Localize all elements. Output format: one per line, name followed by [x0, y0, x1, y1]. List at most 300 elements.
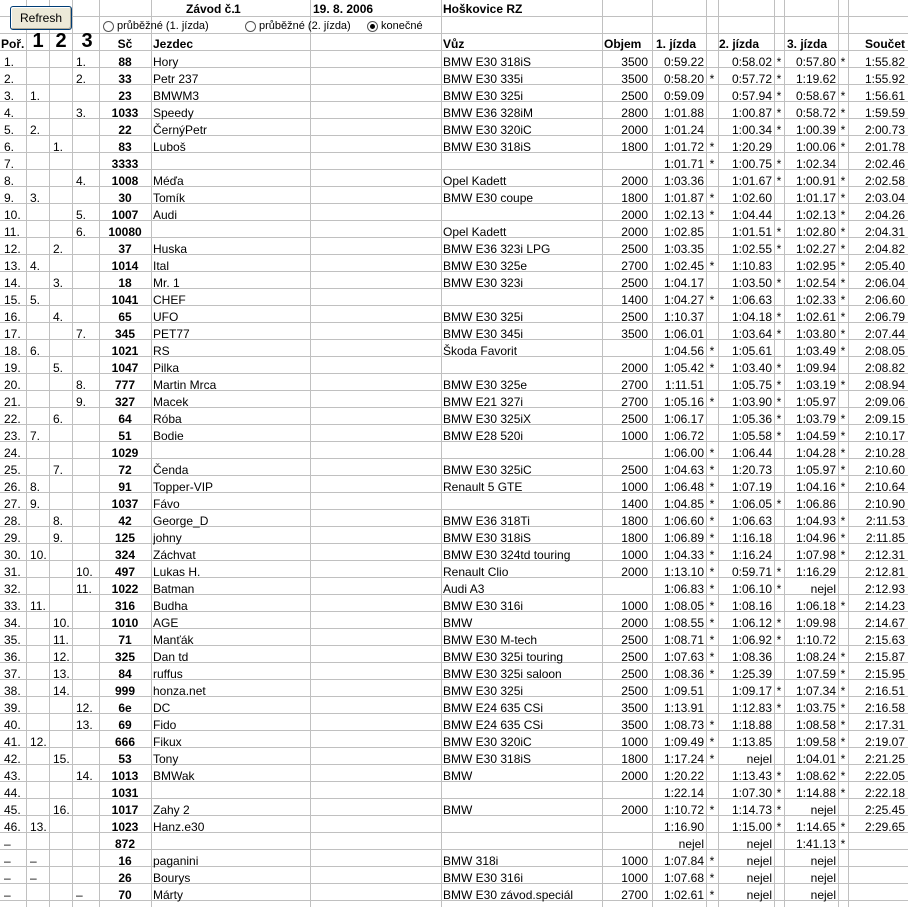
- cell-run3: 0:58.67: [795, 89, 836, 103]
- cell-run3-mark: *: [840, 208, 846, 222]
- cell-run3-mark: [838, 870, 848, 887]
- cell-position: 20.: [4, 378, 21, 392]
- cell-position: 7.: [4, 157, 15, 171]
- cell-class-1: –: [30, 871, 37, 885]
- cell-run1-mark: *: [709, 344, 715, 358]
- cell-position: 8.: [4, 174, 15, 188]
- cell-class-2: [53, 887, 72, 904]
- cell-class-1: [30, 632, 49, 649]
- cell-run2: 1:20.73: [731, 463, 772, 477]
- cell-position: 12.: [4, 242, 21, 256]
- cell-run1-mark: [706, 326, 718, 343]
- cell-total: 2:00.73: [864, 123, 905, 137]
- cell-run1-mark: [706, 241, 718, 258]
- cell-run1-mark: *: [709, 888, 715, 902]
- cell-total: 2:15.87: [864, 650, 905, 664]
- cell-class-1: [30, 649, 49, 666]
- cell-run1: 1:05.42: [663, 361, 704, 375]
- cell-driver: Ital: [153, 259, 170, 273]
- cell-position: 46.: [4, 820, 21, 834]
- cell-start-number: 324: [114, 548, 136, 562]
- cell-run2: 0:57.72: [731, 72, 772, 86]
- cell-class-1: 2.: [30, 123, 41, 137]
- cell-position: 40.: [4, 718, 21, 732]
- cell-run2-mark: *: [776, 684, 782, 698]
- cell-class-1: [30, 241, 49, 258]
- cell-run3-mark: *: [840, 752, 846, 766]
- cell-run2: 1:06.10: [731, 582, 772, 596]
- cell-run1-mark: *: [709, 72, 715, 86]
- cell-position: 19.: [4, 361, 21, 375]
- cell-run3-mark: [838, 615, 848, 632]
- cell-class-3: [76, 139, 99, 156]
- cell-class-1: 10.: [30, 548, 47, 562]
- cell-car: BMW E30 závod.speciál: [443, 888, 574, 902]
- cell-run1-mark: *: [709, 259, 715, 273]
- grid-vertical-line: [49, 0, 50, 907]
- cell-run3: 1:01.17: [795, 191, 836, 205]
- cell-run1: 1:03.36: [663, 174, 704, 188]
- cell-run3-mark: *: [840, 344, 846, 358]
- cell-total: 2:22.05: [864, 769, 905, 783]
- cell-class-2: [53, 496, 72, 513]
- cell-class-2: [53, 343, 72, 360]
- header-car: Vůz: [443, 37, 465, 51]
- cell-volume: 1800: [621, 752, 648, 766]
- cell-run1-mark: *: [709, 395, 715, 409]
- cell-run1-mark: *: [709, 514, 715, 528]
- cell-driver: Budha: [153, 599, 188, 613]
- cell-class-3: [76, 751, 99, 768]
- cell-car: Audi A3: [443, 582, 485, 596]
- cell-volume: 2700: [621, 259, 648, 273]
- cell-class-2: [53, 819, 72, 836]
- cell-class-2: 9.: [53, 531, 64, 545]
- cell-run2: 1:01.51: [731, 225, 772, 239]
- cell-run2-mark: *: [776, 701, 782, 715]
- cell-car: BMW: [443, 616, 473, 630]
- cell-class-2: [53, 105, 72, 122]
- cell-car: BMW E30 325e: [443, 259, 528, 273]
- cell-total: 2:06.60: [864, 293, 905, 307]
- cell-position: 3.: [4, 89, 15, 103]
- cell-run1-mark: [706, 785, 718, 802]
- cell-run1: 1:06.60: [663, 514, 704, 528]
- cell-class-2: 8.: [53, 514, 64, 528]
- cell-run1: 1:13.91: [663, 701, 704, 715]
- cell-class-3: [76, 530, 99, 547]
- cell-run2: 1:03.50: [731, 276, 772, 290]
- cell-car: BMW E30 318iS: [443, 55, 532, 69]
- cell-run2-mark: *: [776, 633, 782, 647]
- cell-volume: 2000: [621, 565, 648, 579]
- cell-driver: Fávo: [153, 497, 180, 511]
- cell-driver: Méďa: [153, 174, 184, 188]
- cell-volume: 2500: [621, 242, 648, 256]
- cell-class-2: [53, 394, 72, 411]
- cell-total: 2:09.15: [864, 412, 905, 426]
- cell-car: Renault Clio: [443, 565, 509, 579]
- cell-run3-mark: *: [840, 123, 846, 137]
- cell-run3-mark: *: [840, 480, 846, 494]
- cell-driver: Bourys: [153, 871, 191, 885]
- cell-class-1: [30, 275, 49, 292]
- cell-run3-mark: [838, 496, 848, 513]
- cell-run3: 1:07.98: [795, 548, 836, 562]
- cell-total: 2:10.28: [864, 446, 905, 460]
- cell-class-2: [53, 173, 72, 190]
- cell-class-2: 6.: [53, 412, 64, 426]
- cell-run2: 1:06.63: [731, 293, 772, 307]
- cell-car: Renault 5 GTE: [443, 480, 523, 494]
- cell-run1: 1:08.05: [663, 599, 704, 613]
- cell-start-number: 65: [118, 310, 132, 324]
- cell-class-1: [30, 360, 49, 377]
- cell-car: [443, 360, 600, 377]
- cell-car: BMW E30 323i: [443, 276, 524, 290]
- cell-run1: 1:01.24: [663, 123, 704, 137]
- cell-class-1: [30, 530, 49, 547]
- cell-run2: 1:06.05: [731, 497, 772, 511]
- cell-total: 2:06.79: [864, 310, 905, 324]
- cell-volume: 2000: [621, 769, 648, 783]
- cell-run1: 1:03.35: [663, 242, 704, 256]
- cell-run1-mark: [706, 683, 718, 700]
- cell-position: 15.: [4, 293, 21, 307]
- cell-volume: 2800: [621, 106, 648, 120]
- cell-position: 27.: [4, 497, 21, 511]
- cell-total: 2:08.82: [864, 361, 905, 375]
- cell-run2-mark: [774, 343, 784, 360]
- cell-run3: 1:10.72: [795, 633, 836, 647]
- cell-driver: RS: [153, 344, 170, 358]
- cell-volume: 1000: [621, 429, 648, 443]
- cell-class-2: 12.: [53, 650, 70, 664]
- cell-volume: 3500: [621, 701, 648, 715]
- cell-run3-mark: [838, 887, 848, 904]
- cell-class-2: [53, 734, 72, 751]
- cell-start-number: 1008: [111, 174, 139, 188]
- cell-class-1: [30, 717, 49, 734]
- cell-run3: 1:04.28: [795, 446, 836, 460]
- cell-class-3: 4.: [76, 174, 87, 188]
- cell-run3-mark: *: [840, 837, 846, 851]
- cell-run3-mark: [838, 853, 848, 870]
- cell-car: BMW E30 325iC: [443, 463, 532, 477]
- cell-driver: DC: [153, 701, 171, 715]
- radio-progress-run2[interactable]: [245, 18, 351, 35]
- cell-run1: 1:06.83: [663, 582, 704, 596]
- cell-run2: 1:07.19: [731, 480, 772, 494]
- cell-run2: nejel: [746, 752, 772, 766]
- race-label: Závod č.: [186, 2, 235, 16]
- cell-run3: 1:02.80: [795, 225, 836, 239]
- cell-run2: 1:08.16: [731, 599, 772, 613]
- cell-class-1: 11.: [30, 599, 46, 613]
- cell-driver: Tony: [153, 752, 179, 766]
- radio-button-icon[interactable]: [245, 21, 256, 32]
- cell-run2: 1:00.87: [731, 106, 772, 120]
- cell-run2: 1:14.73: [731, 803, 772, 817]
- cell-position: –: [4, 854, 11, 868]
- cell-run3: 1:02.33: [795, 293, 836, 307]
- cell-class-2: [53, 700, 72, 717]
- cell-total: 2:12.81: [864, 565, 905, 579]
- cell-total: 2:14.67: [864, 616, 905, 630]
- cell-position: 4.: [4, 106, 15, 120]
- cell-run1-mark: *: [709, 735, 715, 749]
- cell-class-1: 6.: [30, 344, 41, 358]
- cell-class-3: 8.: [76, 378, 87, 392]
- cell-run1: 0:59.22: [663, 55, 704, 69]
- cell-driver: [153, 224, 308, 241]
- cell-run3-mark: *: [840, 820, 846, 834]
- cell-volume: 1000: [621, 854, 648, 868]
- cell-total: 2:12.93: [864, 582, 905, 596]
- cell-volume: 1800: [621, 531, 648, 545]
- cell-position: 43.: [4, 769, 21, 783]
- cell-start-number: 345: [114, 327, 136, 341]
- cell-run2-mark: [774, 751, 784, 768]
- cell-volume: 2500: [621, 310, 648, 324]
- cell-run1-mark: [706, 224, 718, 241]
- cell-position: 25.: [4, 463, 21, 477]
- cell-start-number: 6e: [118, 701, 132, 715]
- cell-run3: 0:58.72: [795, 106, 836, 120]
- cell-run3: 1:03.19: [795, 378, 836, 392]
- cell-run2: 1:13.85: [731, 735, 772, 749]
- cell-total: 1:56.61: [864, 89, 905, 103]
- cell-run1-mark: *: [709, 157, 715, 171]
- cell-driver: UFO: [153, 310, 179, 324]
- cell-class-3: 14.: [76, 769, 93, 783]
- cell-class-3: [76, 870, 99, 887]
- cell-run3: 1:04.96: [795, 531, 836, 545]
- cell-run3: 1:04.59: [795, 429, 836, 443]
- cell-run1-mark: *: [709, 803, 715, 817]
- cell-run1: 1:09.51: [663, 684, 704, 698]
- cell-run1-mark: [706, 88, 718, 105]
- radio-progress-run1[interactable]: [103, 18, 209, 35]
- cell-class-3: [76, 615, 99, 632]
- cell-class-1: [30, 683, 49, 700]
- cell-total: 2:12.31: [864, 548, 905, 562]
- cell-run3-mark: *: [840, 259, 846, 273]
- cell-start-number: 1017: [111, 803, 139, 817]
- cell-class-3: [76, 275, 99, 292]
- cell-class-2: [53, 88, 72, 105]
- cell-run1: 1:04.17: [663, 276, 704, 290]
- cell-start-number: 497: [114, 565, 136, 579]
- cell-run2-mark: *: [776, 565, 782, 579]
- cell-class-3: [76, 343, 99, 360]
- cell-run3: nejel: [810, 871, 836, 885]
- cell-class-3: [76, 853, 99, 870]
- cell-position: 26.: [4, 480, 21, 494]
- radio-button-selected-icon[interactable]: [367, 21, 378, 32]
- header-run1: 1. jízda: [656, 37, 697, 51]
- cell-position: 17.: [4, 327, 21, 341]
- cell-class-2: [53, 54, 72, 71]
- cell-run1-mark: *: [709, 854, 715, 868]
- cell-car: [443, 785, 600, 802]
- cell-run3: 1:05.97: [795, 395, 836, 409]
- cell-driver: ruffus: [153, 667, 183, 681]
- cell-class-2: [53, 598, 72, 615]
- cell-run2: 1:13.43: [731, 769, 772, 783]
- cell-run2: 1:00.34: [731, 123, 772, 137]
- cell-run2-mark: *: [776, 89, 782, 103]
- cell-run2: 1:25.39: [731, 667, 772, 681]
- cell-driver: Lukas H.: [153, 565, 201, 579]
- cell-class-3: [76, 88, 99, 105]
- cell-start-number: 1023: [111, 820, 139, 834]
- cell-run3-mark: *: [840, 599, 846, 613]
- cell-run3: 1:05.97: [795, 463, 836, 477]
- cell-run3-mark: *: [840, 463, 846, 477]
- cell-run3: 1:00.06: [795, 140, 836, 154]
- cell-class-1: [30, 224, 49, 241]
- cell-run1-mark: [706, 173, 718, 190]
- cell-run2: 1:06.92: [731, 633, 772, 647]
- cell-run2-mark: [774, 870, 784, 887]
- cell-start-number: 51: [118, 429, 132, 443]
- cell-run2: 1:03.40: [731, 361, 772, 375]
- cell-run2-mark: *: [776, 395, 782, 409]
- cell-run1: 1:02.13: [663, 208, 704, 222]
- cell-volume: 3500: [621, 72, 648, 86]
- cell-position: 6.: [4, 140, 15, 154]
- cell-volume: 2500: [621, 463, 648, 477]
- cell-driver: Tomík: [153, 191, 186, 205]
- cell-run2-mark: [774, 598, 784, 615]
- cell-start-number: 1014: [111, 259, 139, 273]
- cell-run1-mark: *: [709, 871, 715, 885]
- grid-vertical-line: [26, 0, 27, 907]
- cell-volume: 3500: [621, 55, 648, 69]
- cell-run2: 1:15.00: [731, 820, 772, 834]
- cell-run3-mark: *: [840, 310, 846, 324]
- header-class-2: 2: [55, 30, 67, 52]
- cell-run2: 1:06.12: [731, 616, 772, 630]
- cell-class-3: [76, 122, 99, 139]
- cell-class-2: 5.: [53, 361, 64, 375]
- cell-start-number: 999: [114, 684, 136, 698]
- cell-volume: 2000: [621, 803, 648, 817]
- cell-start-number: 88: [118, 55, 132, 69]
- cell-run3: 1:02.95: [795, 259, 836, 273]
- cell-run2: 1:00.75: [731, 157, 772, 171]
- cell-total: 2:14.23: [864, 599, 905, 613]
- cell-run1-mark: [706, 700, 718, 717]
- cell-car: [443, 819, 600, 836]
- radio-label: průběžné (2. jízda): [259, 20, 351, 32]
- cell-driver: CHEF: [153, 293, 186, 307]
- cell-run3: 1:04.16: [795, 480, 836, 494]
- cell-run3: 1:07.34: [795, 684, 836, 698]
- cell-start-number: 91: [118, 480, 132, 494]
- cell-position: 21.: [4, 395, 21, 409]
- cell-run2-mark: *: [776, 769, 782, 783]
- cell-run2-mark: [774, 666, 784, 683]
- cell-class-2: [53, 836, 72, 853]
- cell-run1: 1:04.56: [663, 344, 704, 358]
- cell-class-3: 7.: [76, 327, 87, 341]
- cell-run3-mark: *: [840, 191, 846, 205]
- cell-class-2: [53, 768, 72, 785]
- cell-car: BMW E30 M-tech: [443, 633, 538, 647]
- cell-class-3: 10.: [76, 565, 93, 579]
- cell-run1: 1:04.85: [663, 497, 704, 511]
- cell-position: 36.: [4, 650, 21, 664]
- cell-volume: [603, 836, 648, 853]
- cell-run1: 1:22.14: [663, 786, 704, 800]
- cell-class-1: –: [30, 854, 37, 868]
- cell-total: 2:04.26: [864, 208, 905, 222]
- cell-run2: 1:02.60: [731, 191, 772, 205]
- cell-run2: 1:10.83: [731, 259, 772, 273]
- cell-class-1: [30, 411, 49, 428]
- cell-class-1: 13.: [30, 820, 47, 834]
- cell-run2: 1:03.90: [731, 395, 772, 409]
- cell-run3: nejel: [810, 803, 836, 817]
- cell-start-number: 1037: [111, 497, 139, 511]
- cell-driver: ČernýPetr: [153, 123, 208, 137]
- cell-run2: 1:18.88: [731, 718, 772, 732]
- grid-vertical-line: [72, 0, 73, 907]
- cell-run2: nejel: [746, 837, 772, 851]
- cell-volume: 1000: [621, 548, 648, 562]
- cell-run2-mark: *: [776, 429, 782, 443]
- radio-button-icon[interactable]: [103, 21, 114, 32]
- grid-vertical-line: [310, 0, 311, 907]
- cell-run1-mark: *: [709, 140, 715, 154]
- cell-total: 2:02.46: [864, 157, 905, 171]
- cell-car: BMW E24 635 CSi: [443, 718, 544, 732]
- cell-class-1: [30, 666, 49, 683]
- cell-class-3: [76, 360, 99, 377]
- cell-total: 2:05.40: [864, 259, 905, 273]
- cell-run1: 1:07.68: [663, 871, 704, 885]
- radio-final[interactable]: [367, 18, 423, 35]
- cell-car: [443, 292, 600, 309]
- race-date: 19. 8. 2006: [313, 2, 374, 16]
- cell-class-2: 11.: [53, 633, 69, 647]
- cell-start-number: 872: [114, 837, 136, 851]
- cell-driver: Čenda: [153, 463, 189, 477]
- cell-class-3: [76, 683, 99, 700]
- cell-class-1: [30, 326, 49, 343]
- cell-car: [443, 445, 600, 462]
- cell-run1: 1:06.01: [663, 327, 704, 341]
- cell-run3-mark: *: [840, 548, 846, 562]
- cell-class-2: 4.: [53, 310, 64, 324]
- cell-run3-mark: *: [840, 140, 846, 154]
- cell-class-2: [53, 428, 72, 445]
- cell-class-2: [53, 870, 72, 887]
- cell-car: [443, 207, 600, 224]
- cell-class-1: [30, 581, 49, 598]
- cell-class-3: [76, 734, 99, 751]
- cell-car: BMW: [443, 803, 473, 817]
- refresh-button[interactable]: Refresh: [10, 6, 72, 30]
- cell-run1-mark: *: [709, 480, 715, 494]
- cell-run1-mark: *: [709, 531, 715, 545]
- cell-class-2: 16.: [53, 803, 70, 817]
- cell-car: [443, 836, 600, 853]
- cell-run2-mark: *: [776, 497, 782, 511]
- cell-run2-mark: [774, 836, 784, 853]
